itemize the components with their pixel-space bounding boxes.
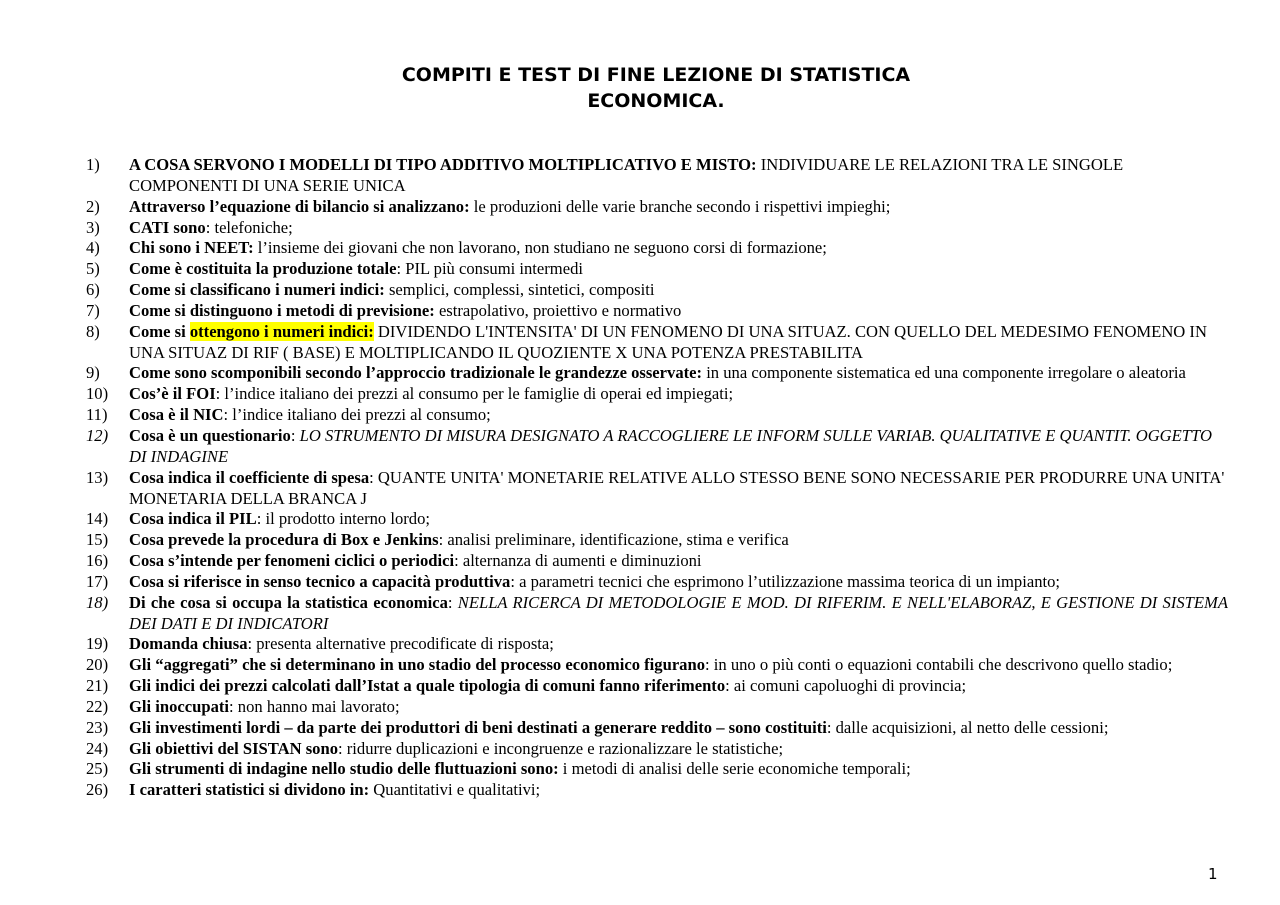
list-item: [86, 218, 1228, 239]
item-number: 5): [86, 259, 100, 279]
item-number: 3): [86, 217, 100, 237]
list-item: [86, 697, 1228, 718]
item-text: [129, 593, 1228, 635]
item-answer: : l’indice italiano dei prezzi al consumo;: [223, 405, 491, 425]
item-text: [129, 697, 1228, 718]
item-number: 12): [86, 425, 109, 445]
item-text: [129, 780, 1228, 801]
item-answer: estrapolativo, proiettivo e normativo: [434, 300, 682, 320]
document-title: [0, 62, 1280, 114]
item-answer: : QUANTE UNITA' MONETARIE RELATIVE ALLO STESSO BENE SONO NECESSARIE PER PRODURRE UNA UNITA' MONETARIA DELLA BRANCA J: [129, 467, 1225, 508]
item-number: 18): [86, 592, 109, 612]
item-text: [129, 322, 1228, 364]
item-answer: : analisi preliminare, identificazione, stima e verifica: [438, 530, 789, 550]
item-number: 7): [86, 300, 100, 320]
item-answer: : in uno o più conti o equazioni contabili che descrivono quello stadio;: [705, 655, 1173, 675]
list-item: [86, 426, 1228, 468]
item-question: Gli obiettivi del SISTAN sono: [129, 738, 338, 758]
item-number: 25): [86, 759, 109, 779]
item-number: 16): [86, 551, 109, 571]
item-answer: INDIVIDUARE LE RELAZIONI TRA LE SINGOLE COMPONENTI DI UNA SERIE UNICA: [129, 155, 1124, 195]
title-line-1: COMPITI E TEST DI FINE LEZIONE DI STATISTICA: [401, 64, 911, 86]
item-text: [129, 426, 1228, 468]
item-answer: : l’indice italiano dei prezzi al consumo per le famiglie di operai ed impiegati;: [215, 384, 734, 404]
item-question: Come si distinguono i metodi di previsione:: [129, 300, 435, 320]
item-question: Cosa è il NIC: [129, 405, 224, 425]
item-text: [129, 197, 1228, 218]
item-question: CATI sono: [129, 217, 206, 237]
item-question: Chi sono i NEET:: [129, 238, 254, 258]
title-line-2: ECONOMICA.: [587, 90, 725, 112]
item-number: 22): [86, 696, 109, 716]
list-item: [86, 551, 1228, 572]
item-number: 24): [86, 738, 109, 758]
item-answer: LO STRUMENTO DI MISURA DESIGNATO A RACCOGLIERE LE INFORM SULLE VARIAB. QUALITATIVE E QUANTIT. OGGETTO DI INDAGINE: [129, 425, 1212, 466]
item-question: Cosa indica il coefficiente di spesa: [129, 467, 370, 487]
list-item: [86, 676, 1228, 697]
item-number: 23): [86, 717, 109, 737]
item-question: Gli investimenti lordi – da parte dei produttori di beni destinati a generare reddito – sono costituiti: [129, 717, 827, 737]
item-question: Come si: [129, 321, 190, 341]
item-answer: : non hanno mai lavorato;: [229, 696, 400, 716]
item-answer: DIVIDENDO L'INTENSITA' DI UN FENOMENO DI UNA SITUAZ. CON QUELLO DEL MEDESIMO FENOMENO IN UNA SITUAZ DI RIF ( BASE) E MOLTIPLICANDO IL QUOZIENTE X UNA POTENZA PRESTABILITA: [129, 321, 1207, 362]
list-item: [86, 634, 1228, 655]
item-answer: le produzioni delle varie branche secondo i rispettivi impieghi;: [469, 196, 891, 216]
item-text: [129, 551, 1228, 572]
list-item: [86, 759, 1228, 780]
item-answer: : ai comuni capoluoghi di provincia;: [725, 676, 967, 696]
item-number: 8): [86, 321, 100, 341]
highlighted-text: ottengono i numeri indici:: [189, 321, 374, 341]
item-text: [129, 363, 1228, 384]
item-text: [129, 280, 1228, 301]
list-item: [86, 739, 1228, 760]
item-text: [129, 405, 1228, 426]
list-item: [86, 280, 1228, 301]
list-item: [86, 780, 1228, 801]
item-text: [129, 634, 1228, 655]
item-answer: : alternanza di aumenti e diminuzioni: [454, 551, 702, 571]
item-number: 11): [86, 405, 108, 425]
item-question: Come sono scomponibili secondo l’approccio tradizionale le grandezze osservate:: [129, 363, 703, 383]
item-text: [129, 718, 1228, 739]
item-question: Gli indici dei prezzi calcolati dall’Istat a quale tipologia di comuni fanno riferimento: [129, 676, 726, 696]
item-number: 1): [86, 155, 100, 174]
list-item: [86, 384, 1228, 405]
item-text: [129, 218, 1228, 239]
item-text: [129, 259, 1228, 280]
item-answer: : telefoniche;: [205, 217, 293, 237]
item-answer: l’insieme dei giovani che non lavorano, non studiano ne seguono corsi di formazione;: [253, 238, 827, 258]
question-answer-list: [86, 155, 1228, 801]
list-item: [86, 259, 1228, 280]
item-answer: : presenta alternative precodificate di risposta;: [247, 634, 554, 654]
item-text: [129, 155, 1228, 197]
item-answer: : PIL più consumi intermedi: [396, 259, 583, 279]
item-number: 4): [86, 238, 100, 258]
item-question: Cosa prevede la procedura di Box e Jenkins: [129, 530, 439, 550]
item-text: [129, 301, 1228, 322]
list-item: [86, 155, 1228, 197]
list-item: [86, 509, 1228, 530]
item-question: I caratteri statistici si dividono in:: [129, 780, 370, 800]
item-question: Cosa indica il PIL: [129, 509, 257, 529]
item-text: [129, 739, 1228, 760]
item-number: 17): [86, 571, 109, 591]
item-question: Attraverso l’equazione di bilancio si analizzano:: [129, 196, 470, 216]
item-question: Come si classificano i numeri indici:: [129, 280, 385, 300]
item-separator: :: [447, 592, 458, 612]
item-number: 9): [86, 363, 100, 383]
item-number: 21): [86, 676, 109, 696]
item-question: Gli “aggregati” che si determinano in uno stadio del processo economico figurano: [129, 655, 706, 675]
item-text: [129, 572, 1228, 593]
item-text: [129, 468, 1228, 510]
page-number: 1: [1208, 865, 1218, 883]
item-text: [129, 759, 1228, 780]
list-item: [86, 530, 1228, 551]
item-number: 10): [86, 384, 109, 404]
item-text: [129, 676, 1228, 697]
list-item: [86, 718, 1228, 739]
item-question: Cosa s’intende per fenomeni ciclici o periodici: [129, 551, 455, 571]
item-question: Come è costituita la produzione totale: [129, 259, 397, 279]
list-item: [86, 468, 1228, 510]
item-question: Di che cosa si occupa la statistica economica: [129, 592, 448, 612]
item-text: [129, 384, 1228, 405]
item-number: 13): [86, 467, 109, 487]
list-item: [86, 197, 1228, 218]
item-number: 2): [86, 196, 100, 216]
list-item: [86, 572, 1228, 593]
list-item: [86, 322, 1228, 364]
item-question: Gli strumenti di indagine nello studio delle fluttuazioni sono:: [129, 759, 559, 779]
item-question: Cosa è un questionario: [129, 425, 291, 445]
item-question: Cosa si riferisce in senso tecnico a capacità produttiva: [129, 571, 511, 591]
item-question: A COSA SERVONO I MODELLI DI TIPO ADDITIVO MOLTIPLICATIVO E MISTO:: [129, 155, 757, 174]
item-answer: : dalle acquisizioni, al netto delle cessioni;: [826, 717, 1109, 737]
item-answer: : ridurre duplicazioni e incongruenze e razionalizzare le statistiche;: [338, 738, 784, 758]
item-text: [129, 238, 1228, 259]
item-number: 15): [86, 530, 109, 550]
item-answer: : a parametri tecnici che esprimono l’utilizzazione massima teorica di un impianto;: [510, 571, 1061, 591]
item-text: [129, 509, 1228, 530]
list-item: [86, 238, 1228, 259]
item-answer: semplici, complessi, sintetici, compositi: [384, 280, 655, 300]
item-text: [129, 530, 1228, 551]
item-number: 6): [86, 280, 100, 300]
item-number: 19): [86, 634, 109, 654]
item-answer: in una componente sistematica ed una componente irregolare o aleatoria: [702, 363, 1186, 383]
item-answer: Quantitativi e qualitativi;: [369, 780, 541, 800]
list-item: [86, 363, 1228, 384]
list-item: [86, 301, 1228, 322]
item-text: [129, 655, 1228, 676]
item-question: Domanda chiusa: [129, 634, 248, 654]
item-answer: i metodi di analisi delle serie economiche temporali;: [558, 759, 911, 779]
item-number: 20): [86, 655, 109, 675]
item-question: Gli inoccupati: [129, 696, 230, 716]
item-answer: : il prodotto interno lordo;: [256, 509, 430, 529]
list-item: [86, 593, 1228, 635]
list-item: [86, 655, 1228, 676]
item-question: Cos’è il FOI: [129, 384, 216, 404]
list-item: [86, 405, 1228, 426]
item-number: 14): [86, 509, 109, 529]
item-answer: NELLA RICERCA DI METODOLOGIE E MOD. DI RIFERIM. E NELL'ELABORAZ, E GESTIONE DI SISTEMA DEI DATI E DI INDICATORI: [129, 592, 1228, 633]
item-number: 26): [86, 780, 109, 800]
item-separator: :: [290, 425, 300, 445]
